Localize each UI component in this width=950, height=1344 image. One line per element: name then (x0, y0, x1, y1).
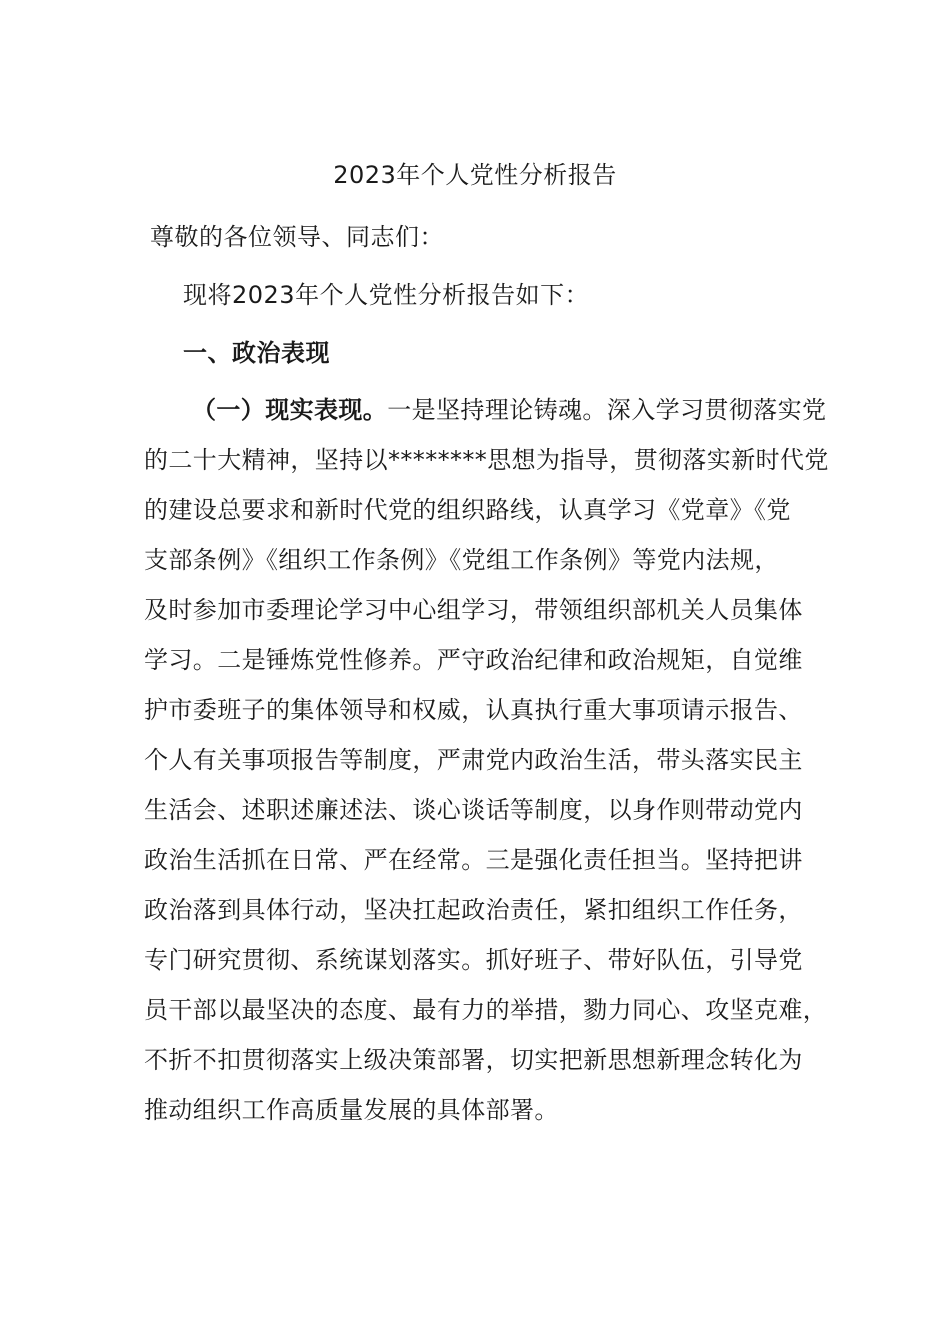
salutation: 尊敬的各位领导、同志们： (150, 223, 444, 251)
paragraph-line-text: 一是坚持理论铸魂。深入学习贯彻落实党 (387, 396, 827, 424)
paragraph-line: 的二十大精神，坚持以********思想为指导，贯彻落实新时代党 (144, 446, 829, 474)
paragraph-line: 及时参加市委理论学习中心组学习，带领组织部机关人员集体 (144, 596, 803, 624)
section-heading: 一、政治表现 (183, 339, 330, 367)
subsection-label: （一）现实表现。 (192, 396, 388, 424)
paragraph-line (144, 393, 844, 443)
paragraph-line: 生活会、述职述廉述法、谈心谈话等制度，以身作则带动党内 (144, 796, 803, 824)
paragraph-line: 的建设总要求和新时代党的组织路线，认真学习《党章》《党 (144, 496, 791, 524)
paragraph-line: 推动组织工作高质量发展的具体部署。 (144, 1096, 559, 1124)
paragraph-line: 员干部以最坚决的态度、最有力的举措，勠力同心、攻坚克难， (144, 996, 828, 1024)
paragraph-line: 专门研究贯彻、系统谋划落实。抓好班子、带好队伍，引导党 (144, 946, 803, 974)
paragraph-line: 不折不扣贯彻落实上级决策部署，切实把新思想新理念转化为 (144, 1046, 803, 1074)
paragraph-line: 护市委班子的集体领导和权威，认真执行重大事项请示报告、 (144, 696, 803, 724)
body-paragraph (144, 393, 844, 1143)
paragraph-line: 政治落到具体行动，坚决扛起政治责任，紧扣组织工作任务， (144, 896, 803, 924)
paragraph-line: 学习。二是锤炼党性修养。严守政治纪律和政治规矩，自觉维 (144, 646, 803, 674)
intro-paragraph: 现将2023年个人党性分析报告如下： (183, 281, 590, 309)
document-title: 2023年个人党性分析报告 (333, 161, 617, 189)
paragraph-line: 政治生活抓在日常、严在经常。三是强化责任担当。坚持把讲 (144, 846, 803, 874)
paragraph-line: 个人有关事项报告等制度，严肃党内政治生活，带头落实民主 (144, 746, 803, 774)
paragraph-line: 支部条例》《组织工作条例》《党组工作条例》等党内法规， (144, 546, 779, 574)
